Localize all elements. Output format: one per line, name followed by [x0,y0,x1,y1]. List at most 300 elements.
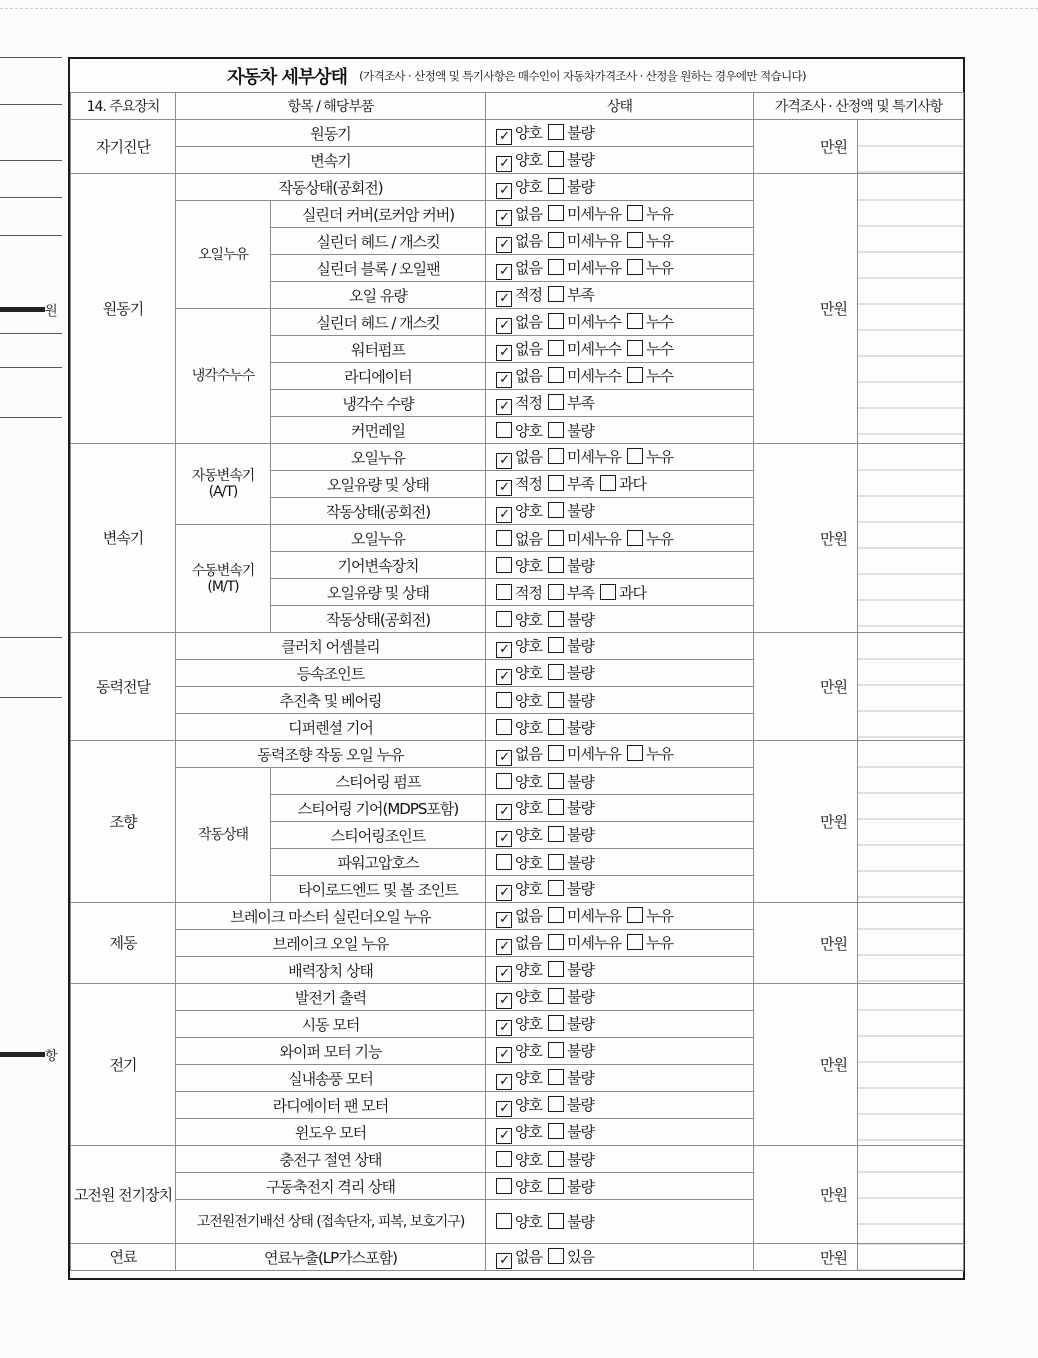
option-label: 누유 [645,231,673,250]
status-option[interactable] [496,743,542,766]
option-label: 불량 [567,501,594,520]
option-label: 불량 [567,879,594,898]
option-label: 양호 [515,1150,542,1169]
status-option[interactable] [548,176,594,197]
checkbox-icon[interactable] [548,584,564,600]
item-cell: 작동상태(공회전) [271,606,486,633]
status-option[interactable] [548,1176,594,1197]
status-option[interactable] [496,392,542,415]
option-label: 불량 [567,663,594,682]
item-cell: 실린더 블록 / 오일팬 [271,255,486,282]
status-option[interactable] [548,878,594,899]
checked-box-icon[interactable]: ✓ [496,399,512,415]
checked-box-icon[interactable]: ✓ [496,993,512,1009]
status-option[interactable] [548,609,594,630]
checkbox-icon[interactable] [548,1042,564,1058]
status-option[interactable] [548,446,621,467]
checked-box-icon[interactable]: ✓ [496,372,512,388]
checkbox-icon[interactable] [548,422,564,438]
item-cell: 브레이크 마스터 실린더오일 누유 [176,903,486,930]
status-option[interactable] [496,582,542,603]
status-option[interactable] [496,771,542,792]
checked-box-icon[interactable]: ✓ [496,183,512,199]
status-option[interactable] [548,986,594,1007]
status-option[interactable] [548,662,594,683]
status-option[interactable] [548,959,594,980]
checkbox-icon[interactable] [548,773,564,789]
option-label: 없음 [515,231,542,250]
status-cell [486,1011,754,1038]
strip-line [0,637,62,638]
status-option[interactable] [548,1246,594,1267]
option-label: 불량 [567,421,594,440]
status-option[interactable] [548,203,621,224]
remarks-field[interactable] [858,120,964,174]
status-option[interactable] [548,635,594,656]
checkbox-icon[interactable] [548,1213,564,1229]
status-option[interactable] [600,473,646,494]
checked-box-icon[interactable]: ✓ [496,237,512,253]
status-option[interactable] [496,257,542,280]
status-cell [486,1173,754,1200]
item-cell: 와이퍼 모터 기능 [176,1038,486,1065]
checked-box-icon[interactable]: ✓ [496,939,512,955]
checkbox-icon[interactable] [548,151,564,167]
checkbox-icon[interactable] [496,584,512,600]
checkbox-icon[interactable] [496,530,512,546]
status-option[interactable] [496,1040,542,1063]
option-label: 양호 [515,1041,542,1060]
status-option[interactable] [548,905,621,926]
checkbox-icon[interactable] [548,854,564,870]
status-option[interactable] [496,149,542,172]
status-option[interactable] [600,582,646,603]
option-label: 양호 [515,1068,542,1087]
option-label: 양호 [515,1122,542,1141]
checked-box-icon[interactable]: ✓ [496,1253,512,1269]
table-row [71,903,964,930]
status-option[interactable] [627,365,673,386]
status-option[interactable] [627,203,673,224]
item-cell: 오일유량 및 상태 [271,579,486,606]
status-option[interactable] [548,365,621,386]
option-label: 불량 [567,1177,594,1196]
checkbox-icon[interactable] [548,259,564,275]
status-option[interactable] [496,878,542,901]
option-label: 미세누수 [567,312,621,331]
status-option[interactable] [496,176,542,199]
sub-item-cell: 수동변속기 (M/T) [176,525,271,633]
status-option[interactable] [496,662,542,685]
status-cell [486,660,754,687]
item-cell: 타이로드엔드 및 볼 조인트 [271,876,486,903]
option-label: 적정 [515,583,542,602]
option-label: 부족 [567,583,594,602]
checkbox-icon[interactable] [548,124,564,140]
checkbox-icon[interactable] [548,530,564,546]
option-label: 없음 [515,312,542,331]
checkbox-icon[interactable] [627,313,643,329]
status-cell [486,552,754,579]
item-cell: 실린더 헤드 / 개스킷 [271,228,486,255]
sub-item-cell: 오일누유 [176,201,271,309]
checked-box-icon[interactable]: ✓ [496,642,512,658]
status-option[interactable] [496,852,542,873]
status-option[interactable] [496,500,542,523]
checkbox-icon[interactable] [548,961,564,977]
status-option[interactable] [548,743,621,764]
remarks-field[interactable] [858,984,964,1146]
checked-box-icon[interactable]: ✓ [496,129,512,145]
option-label: 부족 [567,393,594,412]
checkbox-icon[interactable] [627,934,643,950]
status-option[interactable] [548,257,621,278]
remarks-field[interactable] [858,1146,964,1244]
checked-box-icon[interactable]: ✓ [496,1101,512,1117]
option-label: 양호 [515,1095,542,1114]
checkbox-icon[interactable] [548,799,564,815]
checkbox-icon[interactable] [496,557,512,573]
checkbox-icon[interactable] [548,557,564,573]
checkbox-icon[interactable] [496,611,512,627]
checkbox-icon[interactable] [548,880,564,896]
checked-box-icon[interactable]: ✓ [496,804,512,820]
checkbox-icon[interactable] [548,637,564,653]
checkbox-icon[interactable] [548,1151,564,1167]
status-option[interactable] [496,230,542,253]
status-cell [486,876,754,903]
remarks-field[interactable] [858,741,964,903]
item-cell: 오일 유량 [271,282,486,309]
status-option[interactable] [627,338,673,359]
item-cell: 오일유량 및 상태 [271,471,486,498]
checkbox-icon[interactable] [627,448,643,464]
status-option[interactable] [548,473,594,494]
option-label: 부족 [567,474,594,493]
option-label: 양호 [515,1014,542,1033]
checkbox-icon[interactable] [548,502,564,518]
option-label: 양호 [515,853,542,872]
option-label: 없음 [515,933,542,952]
checked-box-icon[interactable]: ✓ [496,1074,512,1090]
status-option[interactable] [496,528,542,549]
checked-box-icon[interactable]: ✓ [496,966,512,982]
checkbox-icon[interactable] [548,367,564,383]
checkbox-icon[interactable] [627,745,643,761]
status-option[interactable] [548,230,621,251]
status-option[interactable] [548,1013,594,1034]
left-page-strip [0,57,62,1280]
status-option[interactable] [548,797,594,818]
checkbox-icon[interactable] [548,826,564,842]
status-option[interactable] [548,338,621,359]
checkbox-icon[interactable] [548,178,564,194]
price-unit-cell: 만원 [754,174,858,444]
table-body [71,120,964,1271]
item-cell: 스티어링조인트 [271,822,486,849]
status-option[interactable] [548,1149,594,1170]
option-label: 불량 [567,1122,594,1141]
checkbox-icon[interactable] [496,1213,512,1229]
status-option[interactable] [496,1013,542,1036]
checked-box-icon[interactable]: ✓ [496,831,512,847]
status-option[interactable] [496,420,542,441]
status-cell [486,822,754,849]
status-cell [486,1119,754,1146]
checkbox-icon[interactable] [548,664,564,680]
checkbox-icon[interactable] [627,232,643,248]
checkbox-icon[interactable] [548,340,564,356]
status-option[interactable] [548,1211,594,1232]
checkbox-icon[interactable] [548,205,564,221]
vehicle-detail-form [68,57,965,1280]
status-option[interactable] [627,311,673,332]
device-cell: 자기진단 [71,120,176,174]
status-option[interactable] [627,257,673,278]
status-option[interactable] [496,1067,542,1090]
status-option[interactable] [496,446,542,469]
checkbox-icon[interactable] [548,448,564,464]
item-cell: 윈도우 모터 [176,1119,486,1146]
status-option[interactable] [548,528,621,549]
status-cell [486,795,754,822]
option-label: 불량 [567,556,594,575]
checkbox-icon[interactable] [496,773,512,789]
checkbox-icon[interactable] [600,475,616,491]
status-option[interactable] [496,122,542,145]
inspection-table [70,92,964,1271]
device-cell: 원동기 [71,174,176,444]
checkbox-icon[interactable] [548,1178,564,1194]
checked-box-icon[interactable]: ✓ [496,480,512,496]
option-label: 없음 [515,204,542,223]
checkbox-icon[interactable] [548,988,564,1004]
checkbox-icon[interactable] [548,313,564,329]
status-option[interactable] [548,852,594,873]
status-option[interactable] [548,311,621,332]
status-option[interactable] [496,473,542,496]
option-label: 불량 [567,798,594,817]
remarks-field[interactable] [858,903,964,984]
status-cell [486,1244,754,1271]
status-option[interactable] [548,392,594,413]
checked-box-icon[interactable]: ✓ [496,291,512,307]
status-option[interactable] [548,149,594,170]
option-label: 불량 [567,610,594,629]
checkbox-icon[interactable] [496,1151,512,1167]
checkbox-icon[interactable] [496,692,512,708]
status-option[interactable] [548,1094,594,1115]
checked-box-icon[interactable]: ✓ [496,156,512,172]
remarks-field[interactable] [858,633,964,741]
sub-item-cell: 작동상태 [176,768,271,903]
status-option[interactable] [627,932,673,953]
sub-item-cell: 냉각수누수 [176,309,271,444]
status-option[interactable] [496,284,542,307]
checkbox-icon[interactable] [627,367,643,383]
checkbox-icon[interactable] [627,259,643,275]
checkbox-icon[interactable] [548,934,564,950]
checkbox-icon[interactable] [548,394,564,410]
checkbox-icon[interactable] [496,422,512,438]
checkbox-icon[interactable] [548,232,564,248]
status-cell [486,255,754,282]
status-option[interactable] [548,284,594,305]
status-option[interactable] [627,528,673,549]
option-label: 불량 [567,123,594,142]
item-cell: 클러치 어셈블리 [176,633,486,660]
checkbox-icon[interactable] [548,745,564,761]
status-option[interactable] [496,717,542,738]
status-option[interactable] [627,230,673,251]
checkbox-icon[interactable] [548,1069,564,1085]
checked-box-icon[interactable]: ✓ [496,750,512,766]
status-cell [486,606,754,633]
checkbox-icon[interactable] [548,1015,564,1031]
checked-box-icon[interactable]: ✓ [496,264,512,280]
option-label: 양호 [515,177,542,196]
status-option[interactable] [496,1121,542,1144]
status-cell [486,1200,754,1244]
device-cell: 제동 [71,903,176,984]
checkbox-icon[interactable] [496,854,512,870]
item-cell: 기어변속장치 [271,552,486,579]
remarks-field[interactable] [858,174,964,444]
option-label: 없음 [515,744,542,763]
table-row [71,1244,964,1271]
status-option[interactable] [496,932,542,955]
checked-box-icon[interactable]: ✓ [496,912,512,928]
checkbox-icon[interactable] [600,584,616,600]
status-option[interactable] [496,905,542,928]
status-option[interactable] [548,717,594,738]
status-option[interactable] [548,420,594,441]
status-option[interactable] [496,797,542,820]
checked-box-icon[interactable]: ✓ [496,453,512,469]
redacted-bar [0,1052,45,1057]
checked-box-icon[interactable]: ✓ [496,345,512,361]
status-option[interactable] [496,338,542,361]
checked-box-icon[interactable]: ✓ [496,1020,512,1036]
checkbox-icon[interactable] [496,1178,512,1194]
status-option[interactable] [496,311,542,334]
option-label: 불량 [567,987,594,1006]
status-option[interactable] [496,203,542,226]
status-option[interactable] [496,1246,542,1269]
checkbox-icon[interactable] [627,340,643,356]
item-cell: 충전구 절연 상태 [176,1146,486,1173]
status-option[interactable] [496,1176,542,1197]
status-cell [486,228,754,255]
checked-box-icon[interactable]: ✓ [496,318,512,334]
status-option[interactable] [496,959,542,982]
checked-box-icon[interactable]: ✓ [496,885,512,901]
checkbox-icon[interactable] [548,1123,564,1139]
strip-line [0,57,62,58]
checkbox-icon[interactable] [548,611,564,627]
checkbox-icon[interactable] [627,205,643,221]
checked-box-icon[interactable]: ✓ [496,1128,512,1144]
checked-box-icon[interactable]: ✓ [496,1047,512,1063]
strip-line [0,333,62,334]
status-option[interactable] [627,905,673,926]
item-cell: 라디에이터 팬 모터 [176,1092,486,1119]
item-cell: 디퍼렌셜 기어 [176,714,486,741]
status-option[interactable] [627,446,673,467]
status-cell [486,444,754,471]
status-cell [486,714,754,741]
checkbox-icon[interactable] [548,692,564,708]
remarks-field[interactable] [858,444,964,633]
status-option[interactable] [548,690,594,711]
status-option[interactable] [548,500,594,521]
item-cell: 커먼레일 [271,417,486,444]
table-row [71,984,964,1011]
status-option[interactable] [496,555,542,576]
status-option[interactable] [548,771,594,792]
form-note: (가격조사 · 산정액 및 특기사항은 매수인이 자동차가격조사 · 산정을 원하는 경우에만 적습니다) [359,68,806,83]
checkbox-icon[interactable] [548,286,564,302]
remarks-field[interactable] [858,1244,964,1271]
option-label: 누유 [645,933,673,952]
option-label: 불량 [567,1068,594,1087]
status-option[interactable] [496,986,542,1009]
status-cell [486,579,754,606]
status-option[interactable] [548,555,594,576]
status-option[interactable] [627,743,673,764]
checked-box-icon[interactable]: ✓ [496,210,512,226]
status-option[interactable] [548,1121,594,1142]
status-option[interactable] [496,1094,542,1117]
checked-box-icon[interactable]: ✓ [496,507,512,523]
device-cell: 고전원 전기장치 [71,1146,176,1244]
checkbox-icon[interactable] [548,719,564,735]
status-option[interactable] [496,690,542,711]
status-option[interactable] [548,824,594,845]
price-unit-cell: 만원 [754,903,858,984]
status-option[interactable] [548,1067,594,1088]
status-option[interactable] [496,365,542,388]
checkbox-icon[interactable] [548,907,564,923]
status-option[interactable] [548,122,594,143]
checkbox-icon[interactable] [548,475,564,491]
price-unit-cell: 만원 [754,444,858,633]
status-option[interactable] [496,635,542,658]
status-option[interactable] [548,932,621,953]
checkbox-icon[interactable] [548,1248,564,1264]
option-label: 양호 [515,718,542,737]
status-option[interactable] [548,582,594,603]
status-cell [486,498,754,525]
status-option[interactable] [496,824,542,847]
status-cell [486,525,754,552]
item-cell: 시동 모터 [176,1011,486,1038]
item-cell: 변속기 [176,147,486,174]
checkbox-icon[interactable] [627,907,643,923]
status-option[interactable] [548,1040,594,1061]
checkbox-icon[interactable] [627,530,643,546]
option-label: 양호 [515,150,542,169]
item-cell: 실린더 커버(로커암 커버) [271,201,486,228]
status-option[interactable] [496,609,542,630]
status-option[interactable] [496,1211,542,1232]
checkbox-icon[interactable] [548,1096,564,1112]
status-option[interactable] [496,1149,542,1170]
option-label: 불량 [567,853,594,872]
strip-line [0,160,62,161]
checkbox-icon[interactable] [496,719,512,735]
checked-box-icon[interactable]: ✓ [496,669,512,685]
